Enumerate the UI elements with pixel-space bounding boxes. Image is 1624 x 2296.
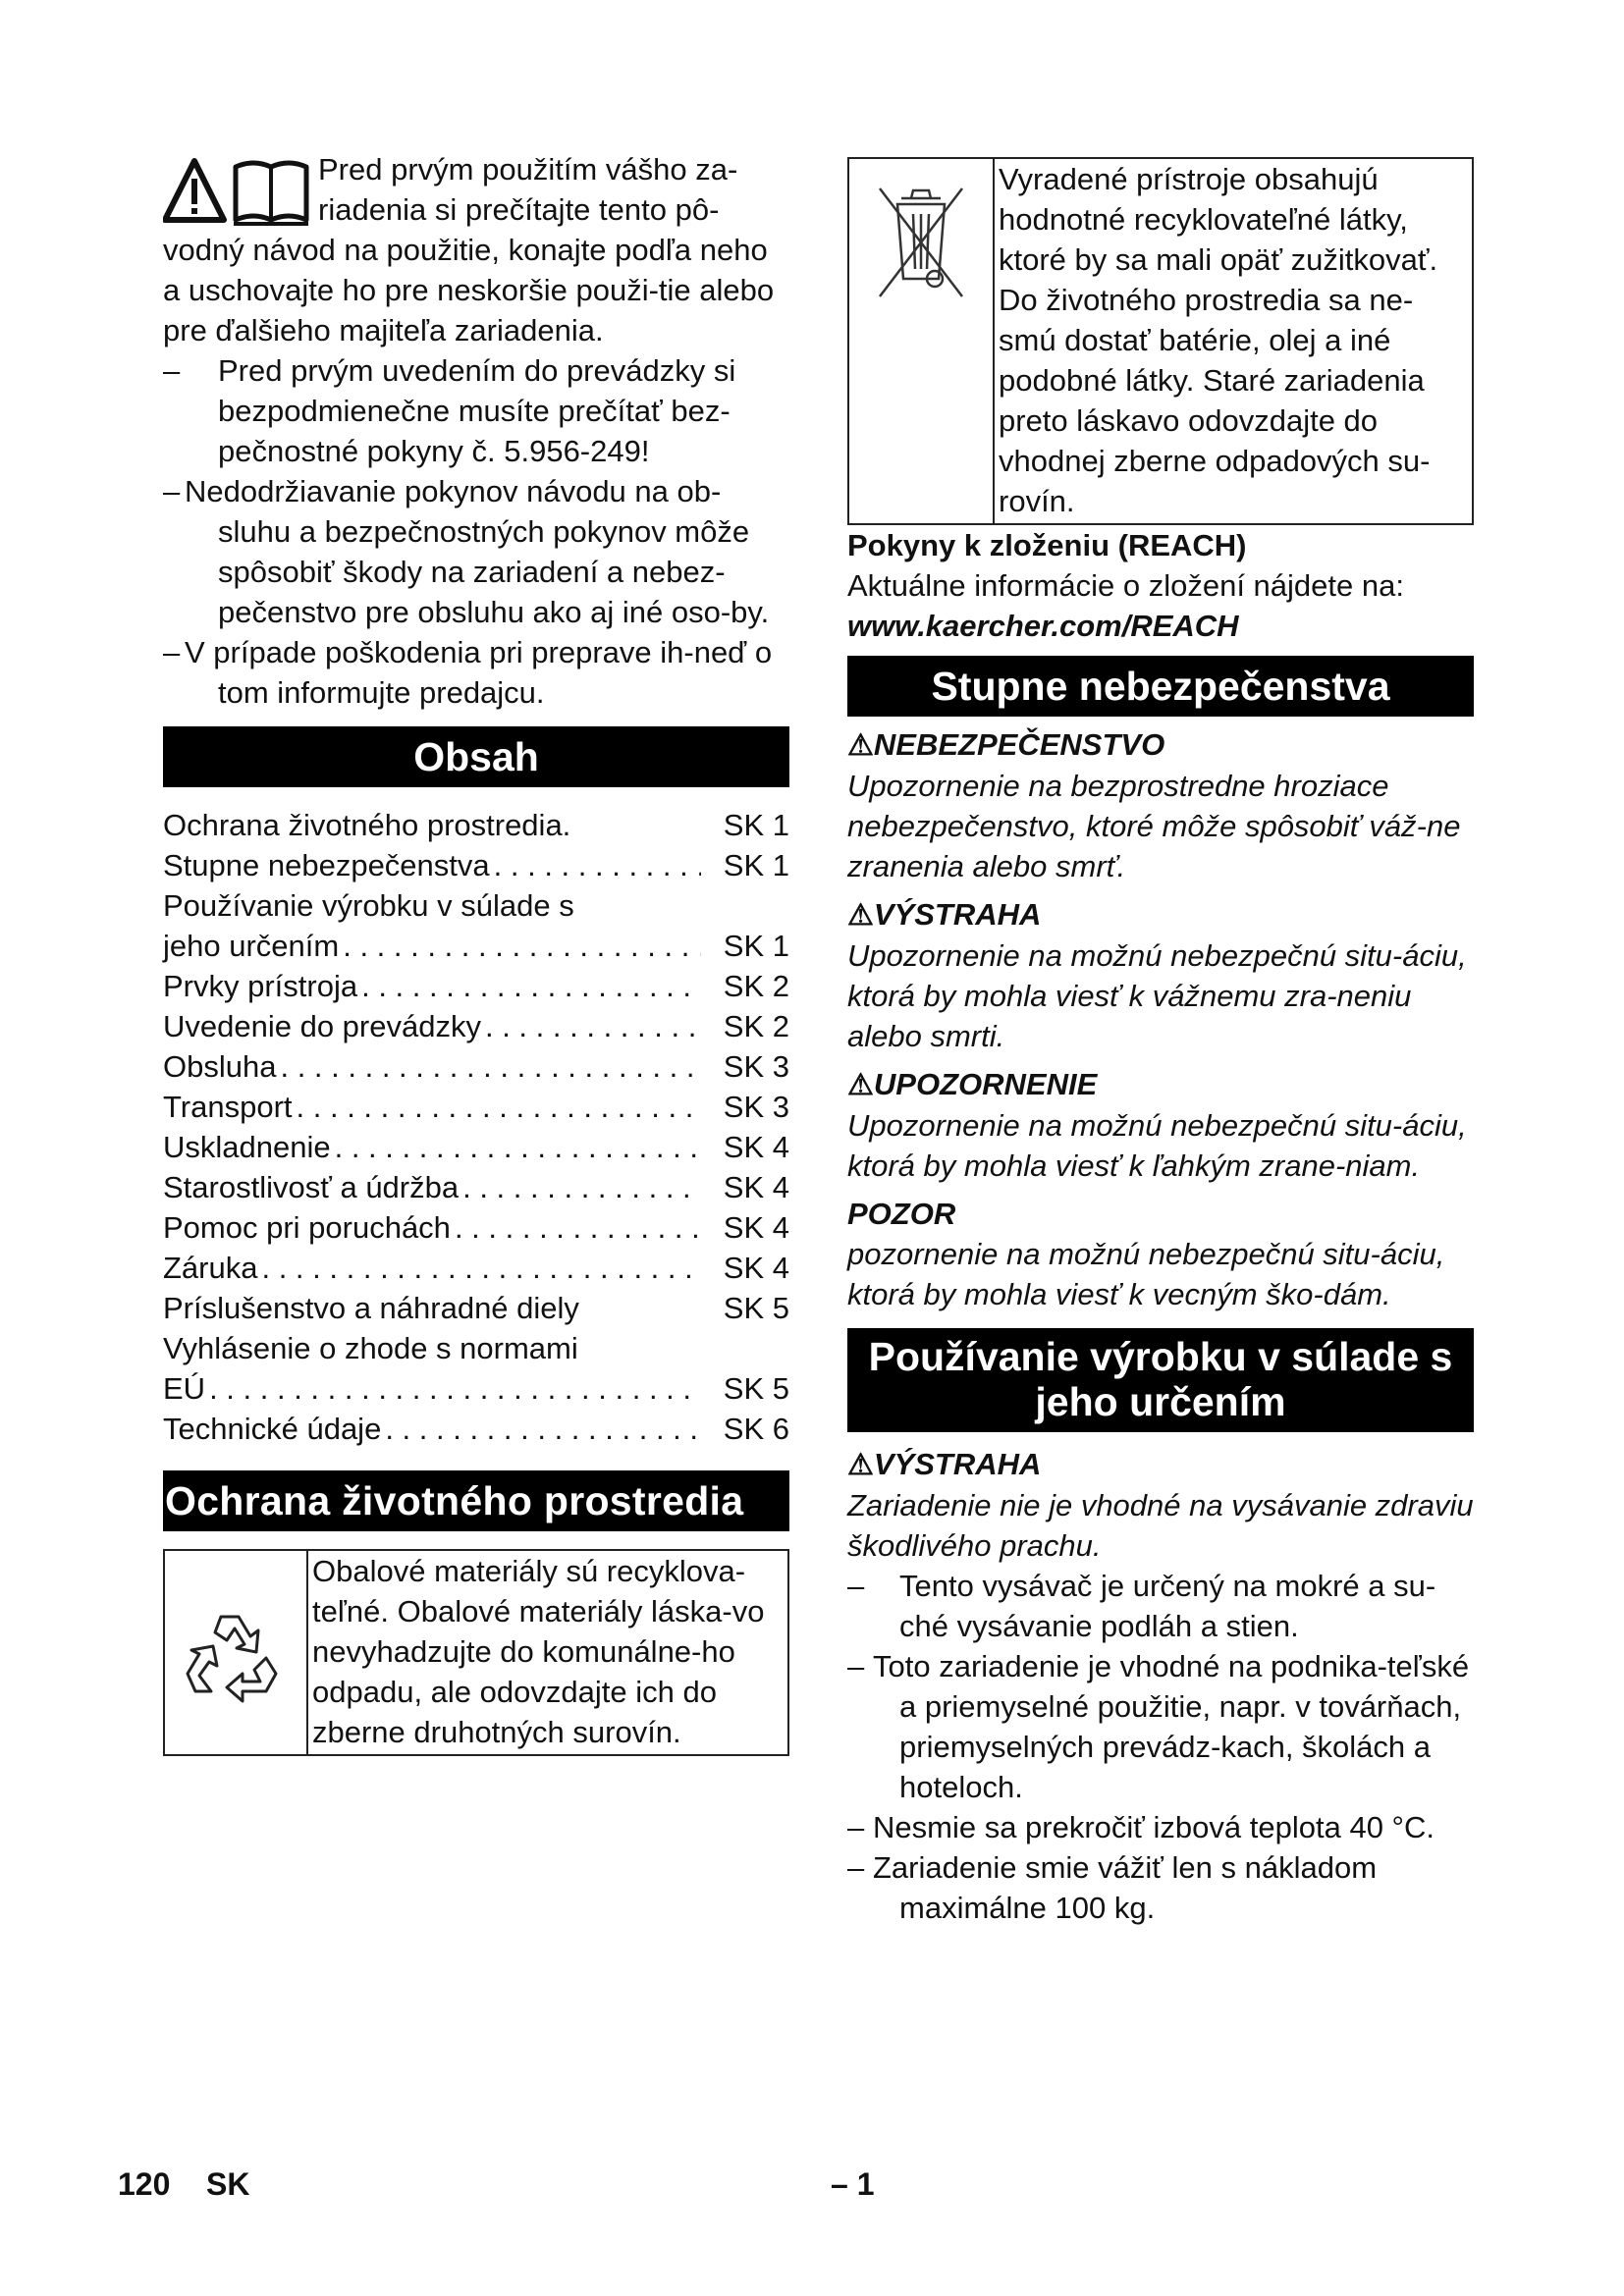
toc-entry-title: Stupne nebezpečenstva (163, 848, 490, 882)
hazard-title (847, 894, 1474, 935)
toc-entry[interactable] (163, 805, 789, 845)
toc-entry-title: Uskladnenie (163, 1130, 331, 1164)
intro-text: Pred prvým použitím vášho za-riadenia si prečítajte tento pô-vodný návod na použitie, konajte podľa neho a uschovajte ho pre neskoršie použi-tie alebo pre ďalšieho majiteľa zariadenia. (163, 152, 775, 347)
intro-bullet: – Pred prvým uvedením do prevádzky si bezpodmienečne musíte prečítať bez-pečnostné pokyny č. 5.956-249! (163, 353, 736, 468)
toc-leader-dots (331, 1127, 701, 1167)
use-bullet: – Zariadenie smie vážiť len s nákladom maximálne 100 kg. (847, 1850, 1378, 1925)
environment-heading: Ochrana životného prostredia (163, 1470, 789, 1531)
hazard-body: pozornenie na možnú nebezpečnú situ-áciu, ktorá by mohla viesť k vecným ško-dám. (847, 1237, 1445, 1311)
toc-entry[interactable] (163, 1409, 789, 1449)
toc-entry-page: SK 1 (723, 929, 789, 963)
warning-triangle-icon: ⚠ (847, 1449, 874, 1481)
reach-link[interactable]: www.kaercher.com/REACH (847, 609, 1239, 643)
use-bullet: – Toto zariadenie je vhodné na podnika-teľské a priemyselné použitie, napr. v továrňach, priemyselných prevádz-kach, školách a hoteloch. (847, 1649, 1470, 1804)
toc-entry-title: Pomoc pri poruchách (163, 1210, 451, 1245)
recycle-text: Obalové materiály sú recyklova-teľné. Obalové materiály láska-vo nevyhadzujte do komunálne-ho odpadu, ale odovzdajte ich do zberne druhotných surovín. (312, 1554, 765, 1749)
manual-book-icon (234, 163, 308, 224)
weee-icon-cell (849, 159, 995, 523)
toc-leader-dots (205, 1368, 701, 1409)
toc-entry-page (701, 885, 789, 926)
toc-leader-dots (257, 1248, 701, 1288)
toc-entry[interactable] (163, 1087, 789, 1127)
toc-entry-page: SK 1 (723, 808, 789, 842)
toc-leader-dots (481, 1006, 701, 1046)
intro-section (163, 149, 789, 713)
toc-entry[interactable] (163, 1046, 789, 1087)
table-of-contents (163, 805, 789, 1449)
warning-triangle-icon: ⚠ (847, 899, 874, 932)
hazard-levels (847, 724, 1474, 1314)
reach-title: Pokyny k zloženiu (REACH) (847, 528, 1247, 562)
toc-entry-title: Technické údaje (163, 1412, 382, 1446)
hazard-body: Upozornenie na možnú nebezpečnú situ-áciu, ktorá by mohla viesť k vážnemu zra-neniu alebo smrti. (847, 938, 1467, 1053)
use-bullet: – Tento vysávač je určený na mokré a su-ché vysávanie podláh a stien. (847, 1569, 1436, 1643)
toc-leader-dots (490, 845, 701, 885)
toc-entry-page: SK 1 (723, 848, 789, 882)
left-column (163, 149, 789, 1756)
toc-entry-page (701, 1328, 789, 1368)
toc-entry[interactable] (163, 885, 789, 926)
toc-leader-dots (276, 1046, 701, 1087)
toc-entry[interactable] (163, 1248, 789, 1288)
crossed-bin-icon (872, 181, 970, 308)
hazard-title (847, 1064, 1474, 1105)
toc-entry-page: SK 6 (723, 1412, 789, 1446)
recycle-box (163, 1549, 789, 1756)
toc-entry-title: jeho určením (163, 929, 340, 963)
toc-entry-title: Prvky prístroja (163, 969, 358, 1003)
toc-entry-title: Uvedenie do prevádzky (163, 1009, 481, 1043)
warning-triangle-icon: ⚠ (847, 729, 874, 762)
footer-section-page: – 1 (831, 2166, 875, 2202)
warning-triangle-icon (165, 161, 224, 220)
hazard-title-text: UPOZORNENIE (873, 1067, 1098, 1101)
weee-text: Vyradené prístroje obsahujú hodnotné recyklovateľné látky, ktoré by sa mali opäť zužitkovať. Do životného prostredia sa ne-smú dostať batérie, olej a iné podobné látky. Staré zariadenia preto láskavo odovzdajte do vhodnej zberne odpadových su-rovín. (999, 162, 1438, 518)
toc-leader-dots (381, 1409, 701, 1449)
intended-use-warning-title: ⚠VÝSTRAHA (847, 1447, 1042, 1481)
toc-heading: Obsah (163, 726, 789, 787)
intended-use-heading: Používanie výrobku v súlade s jeho určením (847, 1328, 1474, 1432)
toc-entry[interactable] (163, 1368, 789, 1409)
toc-entry-title: Ochrana životného prostredia. (163, 808, 571, 842)
toc-leader-dots (459, 1167, 701, 1207)
toc-entry[interactable] (163, 1167, 789, 1207)
toc-entry[interactable] (163, 1006, 789, 1046)
toc-leader-dots (339, 926, 701, 966)
recycle-icon (182, 1599, 290, 1707)
footer-language: SK (206, 2166, 250, 2202)
toc-entry-page: SK 4 (723, 1170, 789, 1204)
toc-leader-dots (293, 1087, 701, 1127)
reach-text: Aktuálne informácie o zložení nájdete na: (847, 568, 1404, 603)
intended-use-warning-body: Zariadenie nie je vhodné na vysávanie zdraviu škodlivého prachu. (847, 1488, 1474, 1563)
toc-entry-title: Obsluha (163, 1049, 277, 1084)
toc-entry[interactable] (163, 845, 789, 885)
hazard-title (847, 1194, 1474, 1234)
intro-bullet: – V prípade poškodenia pri preprave ih-neď o tom informujte predajcu. (163, 635, 773, 710)
toc-entry[interactable] (163, 1288, 789, 1328)
toc-entry-title: Príslušenstvo a náhradné diely (163, 1291, 579, 1325)
warning-triangle-icon: ⚠ (847, 1069, 874, 1101)
toc-entry[interactable] (163, 1127, 789, 1167)
recycle-icon-cell (165, 1551, 308, 1754)
hazard-title-text: VÝSTRAHA (873, 897, 1042, 932)
intro-bullet: – Nedodržiavanie pokynov návodu na ob-sluhu a bezpečnostných pokynov môže spôsobiť škody na zariadení a nebez-pečenstvo pre obsluhu ako aj iné oso-by. (163, 474, 770, 629)
toc-entry-page: SK 2 (723, 1009, 789, 1043)
toc-entry-title: Transport (163, 1090, 293, 1124)
toc-entry-title: Používanie výrobku v súlade s (163, 888, 574, 923)
hazard-title (847, 724, 1474, 766)
toc-entry-page: SK 5 (723, 1291, 789, 1325)
hazard-heading: Stupne nebezpečenstva (847, 656, 1474, 717)
toc-entry-page: SK 3 (723, 1090, 789, 1124)
toc-leader-dots (451, 1207, 701, 1248)
hazard-body: Upozornenie na možnú nebezpečnú situ-áciu, ktorá by mohla viesť k ľahkým zrane-niam. (847, 1108, 1467, 1183)
toc-entry-page: SK 2 (723, 969, 789, 1003)
toc-entry-title: Starostlivosť a údržba (163, 1170, 460, 1204)
warning-manual-icon (163, 155, 310, 226)
hazard-body: Upozornenie na bezprostredne hroziace nebezpečenstvo, ktoré môže spôsobiť váž-ne zranenia alebo smrť. (847, 769, 1461, 883)
footer-page-number: 120 (118, 2166, 171, 2202)
toc-entry[interactable] (163, 926, 789, 966)
toc-entry-page: SK 4 (723, 1251, 789, 1285)
hazard-title-text: NEBEZPEČENSTVO (873, 727, 1165, 762)
toc-entry-page: SK 5 (723, 1371, 789, 1406)
right-column (847, 157, 1474, 1928)
toc-entry-title: Vyhlásenie o zhode s normami (163, 1331, 578, 1365)
hazard-title-text: POZOR (847, 1197, 956, 1231)
toc-entry-page: SK 3 (723, 1049, 789, 1084)
toc-leader-dots (357, 966, 701, 1006)
toc-entry-title: Záruka (163, 1251, 258, 1285)
toc-entry[interactable] (163, 966, 789, 1006)
toc-entry-title: EÚ (163, 1371, 206, 1406)
toc-entry[interactable] (163, 1207, 789, 1248)
weee-box (847, 157, 1474, 525)
toc-entry-page: SK 4 (723, 1210, 789, 1245)
toc-entry[interactable] (163, 1328, 789, 1368)
toc-entry-page: SK 4 (723, 1130, 789, 1164)
use-bullet: – Nesmie sa prekročiť izbová teplota 40 °C. (847, 1810, 1435, 1844)
